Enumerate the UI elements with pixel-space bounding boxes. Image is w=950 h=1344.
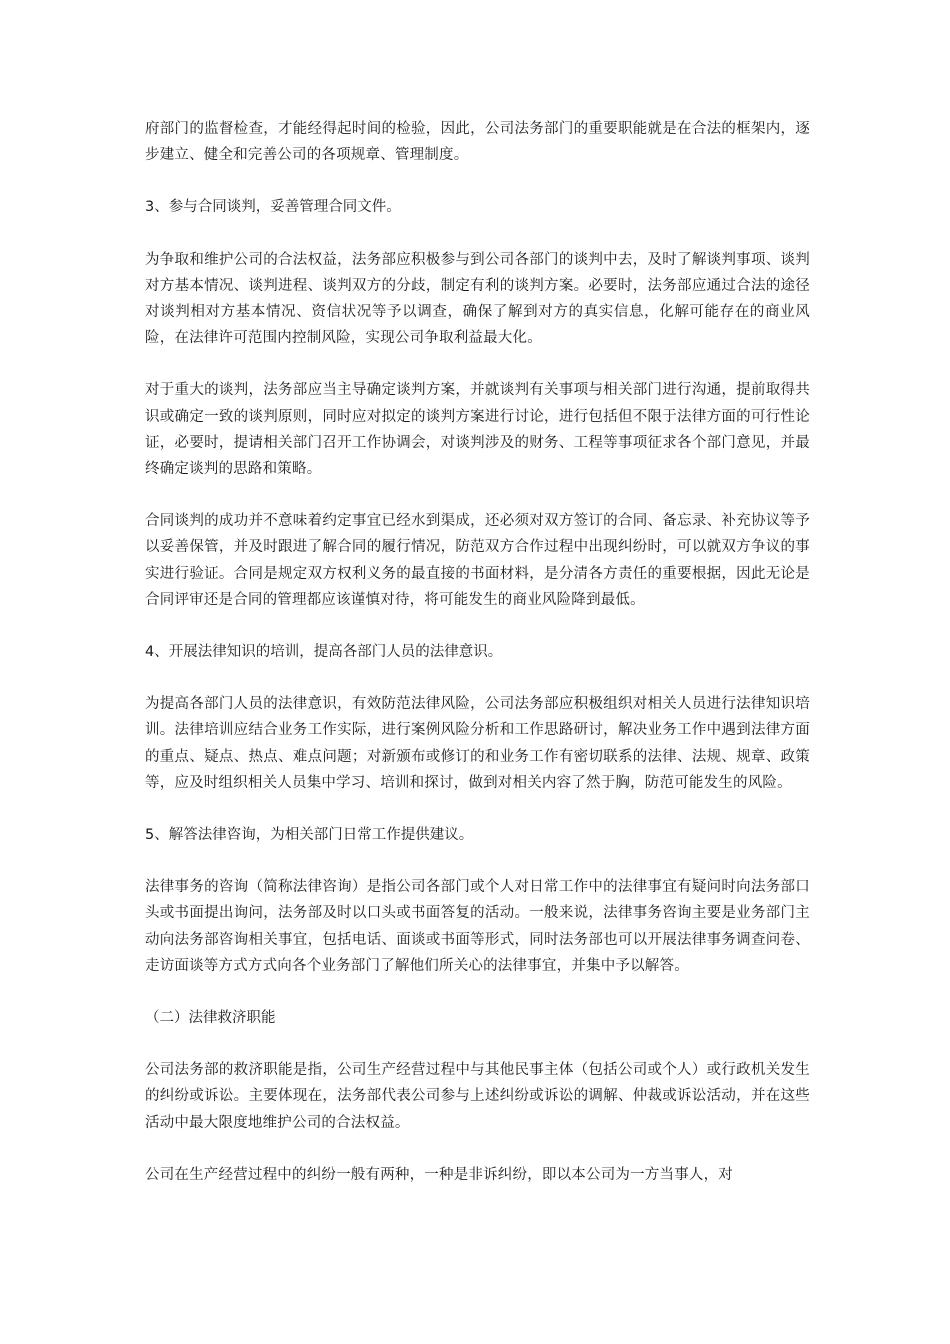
section-heading-contract-negotiation: 3、参与合同谈判，妥善管理合同文件。	[145, 199, 401, 216]
paragraph-regulations-continued: 府部门的监督检查，才能经得起时间的检验，因此，公司法务部门的重要职能就是在合法的框架内，逐步建立、健全和完善公司的各项规章、管理制度。	[145, 121, 810, 164]
paragraph-dispute-types: 公司在生产经营过程中的纠纷一般有两种，一种是非诉纠纷，即以本公司为一方当事人，对	[145, 1166, 733, 1183]
document-page	[145, 116, 810, 1214]
paragraph-negotiation-participation: 为争取和维护公司的合法权益，法务部应积极参与到公司各部门的谈判中去，及时了解谈判事项、谈判对方基本情况、谈判进程、谈判双方的分歧，制定有利的谈判方案。必要时，法务部应通过合法的途径对谈判相对方基本情况、资信状况等予以调查，确保了解到对方的真实信息，化解可能存在的商业风险，在法律许可范围内控制风险，实现公司争取利益最大化。	[145, 251, 810, 347]
paragraph-legal-remedy: 公司法务部的救济职能是指，公司生产经营过程中与其他民事主体（包括公司或个人）或行政机关发生的纠纷或诉讼。主要体现在，法务部代表公司参与上述纠纷或诉讼的调解、仲裁或诉讼活动，并在这些活动中最大限度地维护公司的合法权益。	[145, 1062, 810, 1131]
paragraph-contract-management: 合同谈判的成功并不意味着约定事宜已经水到渠成，还必须对双方签订的合同、备忘录、补充协议等予以妥善保管，并及时跟进了解合同的履行情况，防范双方合作过程中出现纠纷时，可以就双方争议的事实进行验证。合同是规定双方权利义务的最直接的书面材料，是分清各方责任的重要根据，因此无论是合同评审还是合同的管理都应该谨慎对待，将可能发生的商业风险降到最低。	[145, 513, 810, 608]
paragraph-legal-consulting: 法律事务的咨询（简称法律咨询）是指公司各部门或个人对日常工作中的法律事宜有疑问时向法务部口头或书面提出询问，法务部及时以口头或书面答复的活动。一般来说，法律事务咨询主要是业务部门主动向法务部咨询相关事宜，包括电话、面谈或书面等形式，同时法务部也可以开展法律事务调查问卷、走访面谈等方式方式向各个业务部门了解他们所关心的法律事宜，并集中予以解答。	[145, 879, 810, 974]
section-heading-legal-training: 4、开展法律知识的培训，提高各部门人员的法律意识。	[145, 644, 503, 661]
paragraph-legal-training: 为提高各部门人员的法律意识，有效防范法律风险，公司法务部应积极组织对相关人员进行法律知识培训。法律培训应结合业务工作实际，进行案例风险分析和工作思路研讨，解决业务工作中遇到法律方面的重点、疑点、热点、难点问题；对新颁布或修订的和业务工作有密切联系的法律、法规、规章、政策等，应及时组织相关人员集中学习、培训和探讨，做到对相关内容了然于胸，防范可能发生的风险。	[145, 696, 810, 791]
section-heading-legal-remedy: （二）法律救济职能	[145, 1010, 276, 1027]
paragraph-major-negotiation: 对于重大的谈判，法务部应当主导确定谈判方案，并就谈判有关事项与相关部门进行沟通，提前取得共识或确定一致的谈判原则，同时应对拟定的谈判方案进行讨论，进行包括但不限于法律方面的可行性论证，必要时，提请相关部门召开工作协调会，对谈判涉及的财务、工程等事项征求各个部门意见，并最终确定谈判的思路和策略。	[145, 382, 810, 478]
section-heading-legal-consulting: 5、解答法律咨询，为相关部门日常工作提供建议。	[145, 827, 474, 844]
